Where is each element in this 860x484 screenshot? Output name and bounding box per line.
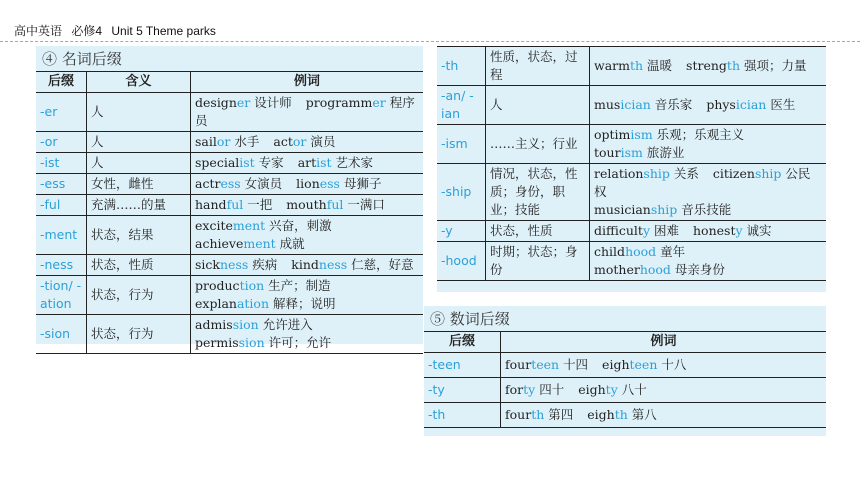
- suffix-highlight: ess: [220, 176, 241, 191]
- table-row: [424, 378, 826, 403]
- noun-suffix-panel: [36, 46, 423, 350]
- examples-cell: [191, 174, 424, 195]
- example-word: [195, 236, 305, 251]
- suffix-cell: -sion: [36, 315, 87, 354]
- word-part: streng: [686, 58, 727, 73]
- example-line: [195, 235, 419, 253]
- word-part: 程序员: [195, 95, 415, 128]
- example-line: [195, 133, 419, 151]
- word-part: explan: [195, 296, 237, 311]
- word-part: 演员: [306, 134, 336, 149]
- word-part: 公民权: [594, 166, 811, 199]
- example-word: [602, 357, 686, 372]
- example-line: [195, 175, 419, 193]
- word-part: 女演员: [240, 176, 283, 191]
- word-part: citizen: [712, 166, 755, 181]
- word-part: honest: [693, 223, 736, 238]
- table-row: [36, 195, 423, 216]
- word-part: produc: [195, 278, 240, 293]
- meaning-cell: 人: [87, 132, 191, 153]
- word-part: eigh: [587, 407, 615, 422]
- word-part: relation: [594, 166, 644, 181]
- table-row: [437, 164, 826, 221]
- word-part: four: [505, 407, 532, 422]
- word-part: tour: [594, 145, 621, 160]
- header-divider: [0, 41, 860, 42]
- example-word: [578, 382, 647, 397]
- example-line: [594, 243, 822, 261]
- suffix-highlight: sion: [238, 335, 265, 350]
- word-part: 仁慈，好意: [347, 257, 414, 272]
- example-line: [594, 126, 822, 144]
- noun-suffix-cont-panel: [437, 46, 826, 292]
- examples-cell: [501, 353, 827, 378]
- word-part: sail: [195, 134, 217, 149]
- suffix-highlight: teen: [629, 357, 658, 372]
- examples-cell: [590, 164, 827, 221]
- suffix-highlight: teen: [531, 357, 560, 372]
- suffix-highlight: ness: [220, 257, 249, 272]
- word-part: musician: [594, 202, 651, 217]
- word-part: 疾病: [248, 257, 278, 272]
- suffix-cell: -tion/ -ation: [36, 276, 87, 315]
- word-part: mouth: [286, 197, 327, 212]
- example-word: [296, 176, 381, 191]
- suffix-cell: -teen: [424, 353, 501, 378]
- book-label: 必修4: [71, 24, 103, 38]
- examples-cell: [590, 242, 827, 281]
- example-line: [594, 96, 822, 114]
- suffix-cell: -ist: [36, 153, 87, 174]
- word-part: 第八: [627, 407, 657, 422]
- meaning-cell: 状态，性质: [486, 221, 590, 242]
- example-line: [594, 201, 822, 219]
- table-row: [36, 255, 423, 276]
- word-part: 强项；力量: [740, 58, 807, 73]
- table-row: [424, 403, 826, 428]
- meaning-cell: ……主义；行业: [486, 125, 590, 164]
- noun-suffix-title: ④ 名词后缀: [42, 50, 122, 68]
- suffix-highlight: y: [642, 223, 651, 238]
- word-part: art: [297, 155, 317, 170]
- examples-cell: [501, 403, 827, 428]
- word-part: 水手: [230, 134, 260, 149]
- meaning-cell: 性质，状态，过程: [486, 47, 590, 86]
- suffix-cell: -th: [424, 403, 501, 428]
- suffix-cell: -er: [36, 93, 87, 132]
- suffix-highlight: ful: [326, 197, 344, 212]
- word-part: 旅游业: [642, 145, 685, 160]
- example-word: [195, 176, 282, 191]
- word-part: 第四: [544, 407, 574, 422]
- example-word: [195, 155, 284, 170]
- suffix-highlight: er: [372, 95, 386, 110]
- word-part: 一把: [243, 197, 273, 212]
- word-part: 音乐技能: [677, 202, 732, 217]
- word-part: 母亲身份: [670, 262, 725, 277]
- suffix-highlight: ful: [226, 197, 244, 212]
- table-row: [437, 221, 826, 242]
- word-part: 医生: [766, 97, 796, 112]
- table-row: [36, 132, 423, 153]
- suffix-highlight: th: [726, 58, 740, 73]
- suffix-highlight: ist: [239, 155, 255, 170]
- word-part: phys: [706, 97, 736, 112]
- suffix-highlight: ship: [754, 166, 782, 181]
- word-part: hand: [195, 197, 227, 212]
- example-line: [505, 406, 822, 424]
- example-word: [195, 335, 331, 350]
- examples-cell: [191, 276, 424, 315]
- suffix-highlight: ship: [650, 202, 678, 217]
- word-part: 解释；说明: [269, 296, 336, 311]
- example-word: [594, 202, 731, 217]
- suffix-cell: -ism: [437, 125, 486, 164]
- suffix-highlight: th: [614, 407, 628, 422]
- suffix-highlight: ty: [605, 382, 618, 397]
- example-line: [594, 261, 822, 279]
- suffix-cell: -ful: [36, 195, 87, 216]
- examples-cell: [191, 255, 424, 276]
- example-line: [195, 94, 419, 130]
- word-part: 八十: [617, 382, 647, 397]
- example-word: [594, 244, 685, 259]
- suffix-highlight: ment: [243, 236, 276, 251]
- word-part: 童年: [656, 244, 686, 259]
- meaning-cell: 充满……的量: [87, 195, 191, 216]
- word-part: 关系: [669, 166, 699, 181]
- word-part: act: [273, 134, 293, 149]
- suffix-highlight: ist: [316, 155, 332, 170]
- example-word: [286, 197, 385, 212]
- numeral-suffix-title: ⑤ 数词后缀: [430, 310, 510, 328]
- word-part: actr: [195, 176, 221, 191]
- word-part: 诚实: [742, 223, 772, 238]
- suffix-highlight: ism: [630, 127, 653, 142]
- example-word: [594, 145, 684, 160]
- example-word: [594, 223, 679, 238]
- word-part: mus: [594, 97, 621, 112]
- meaning-cell: 女性，雌性: [87, 174, 191, 195]
- table-row: [437, 86, 826, 125]
- table-row: [36, 216, 423, 255]
- example-word: [195, 197, 272, 212]
- suffix-highlight: ness: [318, 257, 348, 272]
- examples-cell: [501, 378, 827, 403]
- example-line: [195, 217, 419, 235]
- suffix-cell: -or: [36, 132, 87, 153]
- suffix-highlight: er: [236, 95, 251, 110]
- suffix-highlight: hood: [639, 262, 671, 277]
- examples-cell: [191, 216, 424, 255]
- example-line: [195, 334, 419, 352]
- table-row: [36, 276, 423, 315]
- word-part: 兴奋，刺激: [265, 218, 332, 233]
- col-examples: 例词: [191, 72, 424, 93]
- suffix-highlight: th: [531, 407, 545, 422]
- example-word: [298, 155, 373, 170]
- example-line: [505, 356, 822, 374]
- suffix-highlight: ment: [232, 218, 266, 233]
- examples-cell: [191, 132, 424, 153]
- suffix-cell: -ess: [36, 174, 87, 195]
- meaning-cell: 状态，性质: [87, 255, 191, 276]
- word-part: 母狮子: [339, 176, 382, 191]
- example-line: [594, 144, 822, 162]
- example-line: [195, 277, 419, 295]
- meaning-cell: 人: [87, 153, 191, 174]
- table-row: [437, 242, 826, 281]
- example-word: [594, 58, 672, 73]
- example-line: [594, 222, 822, 240]
- meaning-cell: 状态，结果: [87, 216, 191, 255]
- suffix-highlight: or: [216, 134, 231, 149]
- word-part: sick: [195, 257, 220, 272]
- numeral-suffix-panel: [424, 306, 826, 436]
- example-word: [505, 382, 564, 397]
- course-label: 高中英语: [14, 24, 63, 38]
- examples-cell: [191, 315, 424, 354]
- unit-label: Unit 5 Theme parks: [111, 24, 216, 38]
- suffix-cell: -hood: [437, 242, 486, 281]
- example-word: [505, 407, 573, 422]
- example-word: [291, 257, 413, 272]
- word-part: kind: [291, 257, 319, 272]
- meaning-cell: 状态，行为: [87, 276, 191, 315]
- word-part: excite: [195, 218, 233, 233]
- example-word: [195, 95, 292, 110]
- word-part: 艺术家: [331, 155, 374, 170]
- suffix-highlight: y: [735, 223, 743, 238]
- suffix-highlight: th: [629, 58, 644, 73]
- example-word: [195, 278, 331, 293]
- example-word: [594, 166, 699, 181]
- examples-cell: [590, 47, 827, 86]
- word-part: design: [195, 95, 237, 110]
- word-part: mother: [594, 262, 640, 277]
- examples-cell: [191, 195, 424, 216]
- word-part: eigh: [578, 382, 606, 397]
- example-line: [195, 316, 419, 334]
- suffix-highlight: ician: [620, 97, 651, 112]
- suffix-highlight: ation: [236, 296, 270, 311]
- suffix-highlight: tion: [239, 278, 265, 293]
- table-row: [36, 93, 423, 132]
- example-word: [693, 223, 772, 238]
- example-word: [594, 97, 692, 112]
- suffix-highlight: ess: [319, 176, 340, 191]
- example-word: [505, 357, 588, 372]
- examples-cell: [590, 221, 827, 242]
- example-word: [195, 218, 332, 233]
- col-meaning: 含义: [87, 72, 191, 93]
- example-word: [195, 296, 336, 311]
- example-word: [587, 407, 657, 422]
- suffix-highlight: hood: [625, 244, 657, 259]
- suffix-cell: -an/ -ian: [437, 86, 486, 125]
- noun-suffix-table: [36, 71, 423, 354]
- word-part: 温暖: [643, 58, 673, 73]
- word-part: difficult: [594, 223, 643, 238]
- examples-cell: [191, 153, 424, 174]
- table-row: [424, 353, 826, 378]
- num-col-examples: 例词: [501, 332, 827, 353]
- col-suffix: 后缀: [36, 72, 87, 93]
- word-part: optim: [594, 127, 631, 142]
- numeral-suffix-table: [424, 331, 826, 428]
- word-part: 许可；允许: [264, 335, 332, 350]
- word-part: 成就: [275, 236, 305, 251]
- word-part: lion: [296, 176, 320, 191]
- example-word: [195, 134, 259, 149]
- suffix-highlight: ship: [643, 166, 670, 181]
- word-part: for: [505, 382, 524, 397]
- example-word: [195, 257, 277, 272]
- word-part: 四十: [535, 382, 565, 397]
- table-row: [36, 315, 423, 354]
- example-word: [686, 58, 806, 73]
- num-col-suffix: 后缀: [424, 332, 501, 353]
- word-part: programm: [305, 95, 373, 110]
- example-line: [195, 256, 419, 274]
- meaning-cell: 情况，状态，性质；身份，职业；技能: [486, 164, 590, 221]
- page-header: [14, 22, 222, 39]
- table-row: [36, 174, 423, 195]
- suffix-highlight: ician: [735, 97, 767, 112]
- meaning-cell: 状态，行为: [87, 315, 191, 354]
- suffix-cell: -th: [437, 47, 486, 86]
- example-word: [195, 317, 313, 332]
- suffix-cell: -ment: [36, 216, 87, 255]
- example-word: [273, 134, 335, 149]
- word-part: 十八: [657, 357, 687, 372]
- examples-cell: [191, 93, 424, 132]
- word-part: 允许进入: [258, 317, 313, 332]
- example-line: [505, 381, 822, 399]
- suffix-cell: -ness: [36, 255, 87, 276]
- word-part: child: [594, 244, 626, 259]
- noun-suffix-cont-table: [437, 46, 826, 281]
- table-row: [36, 153, 423, 174]
- examples-cell: [590, 86, 827, 125]
- example-line: [195, 295, 419, 313]
- word-part: achieve: [195, 236, 244, 251]
- example-word: [594, 262, 725, 277]
- suffix-highlight: ty: [523, 382, 536, 397]
- example-line: [195, 196, 419, 214]
- example-line: [195, 154, 419, 172]
- word-part: 困难: [650, 223, 679, 238]
- example-word: [706, 97, 795, 112]
- suffix-highlight: or: [292, 134, 307, 149]
- meaning-cell: 人: [87, 93, 191, 132]
- suffix-cell: -y: [437, 221, 486, 242]
- suffix-cell: -ty: [424, 378, 501, 403]
- example-word: [594, 127, 744, 142]
- word-part: permis: [195, 335, 239, 350]
- suffix-cell: -ship: [437, 164, 486, 221]
- word-part: eigh: [602, 357, 630, 372]
- example-line: [594, 165, 822, 201]
- word-part: 一满口: [343, 197, 385, 212]
- meaning-cell: 人: [486, 86, 590, 125]
- word-part: 十四: [559, 357, 589, 372]
- word-part: special: [195, 155, 240, 170]
- suffix-highlight: sion: [232, 317, 259, 332]
- example-line: [594, 57, 822, 75]
- word-part: 生产；制造: [264, 278, 331, 293]
- word-part: 乐观；乐观主义: [652, 127, 745, 142]
- meaning-cell: 时期；状态；身份: [486, 242, 590, 281]
- word-part: 设计师: [250, 95, 292, 110]
- word-part: four: [505, 357, 532, 372]
- word-part: 音乐家: [650, 97, 693, 112]
- word-part: warm: [594, 58, 630, 73]
- suffix-highlight: ism: [620, 145, 643, 160]
- table-row: [437, 125, 826, 164]
- word-part: 专家: [254, 155, 284, 170]
- table-row: [437, 47, 826, 86]
- word-part: admis: [195, 317, 233, 332]
- examples-cell: [590, 125, 827, 164]
